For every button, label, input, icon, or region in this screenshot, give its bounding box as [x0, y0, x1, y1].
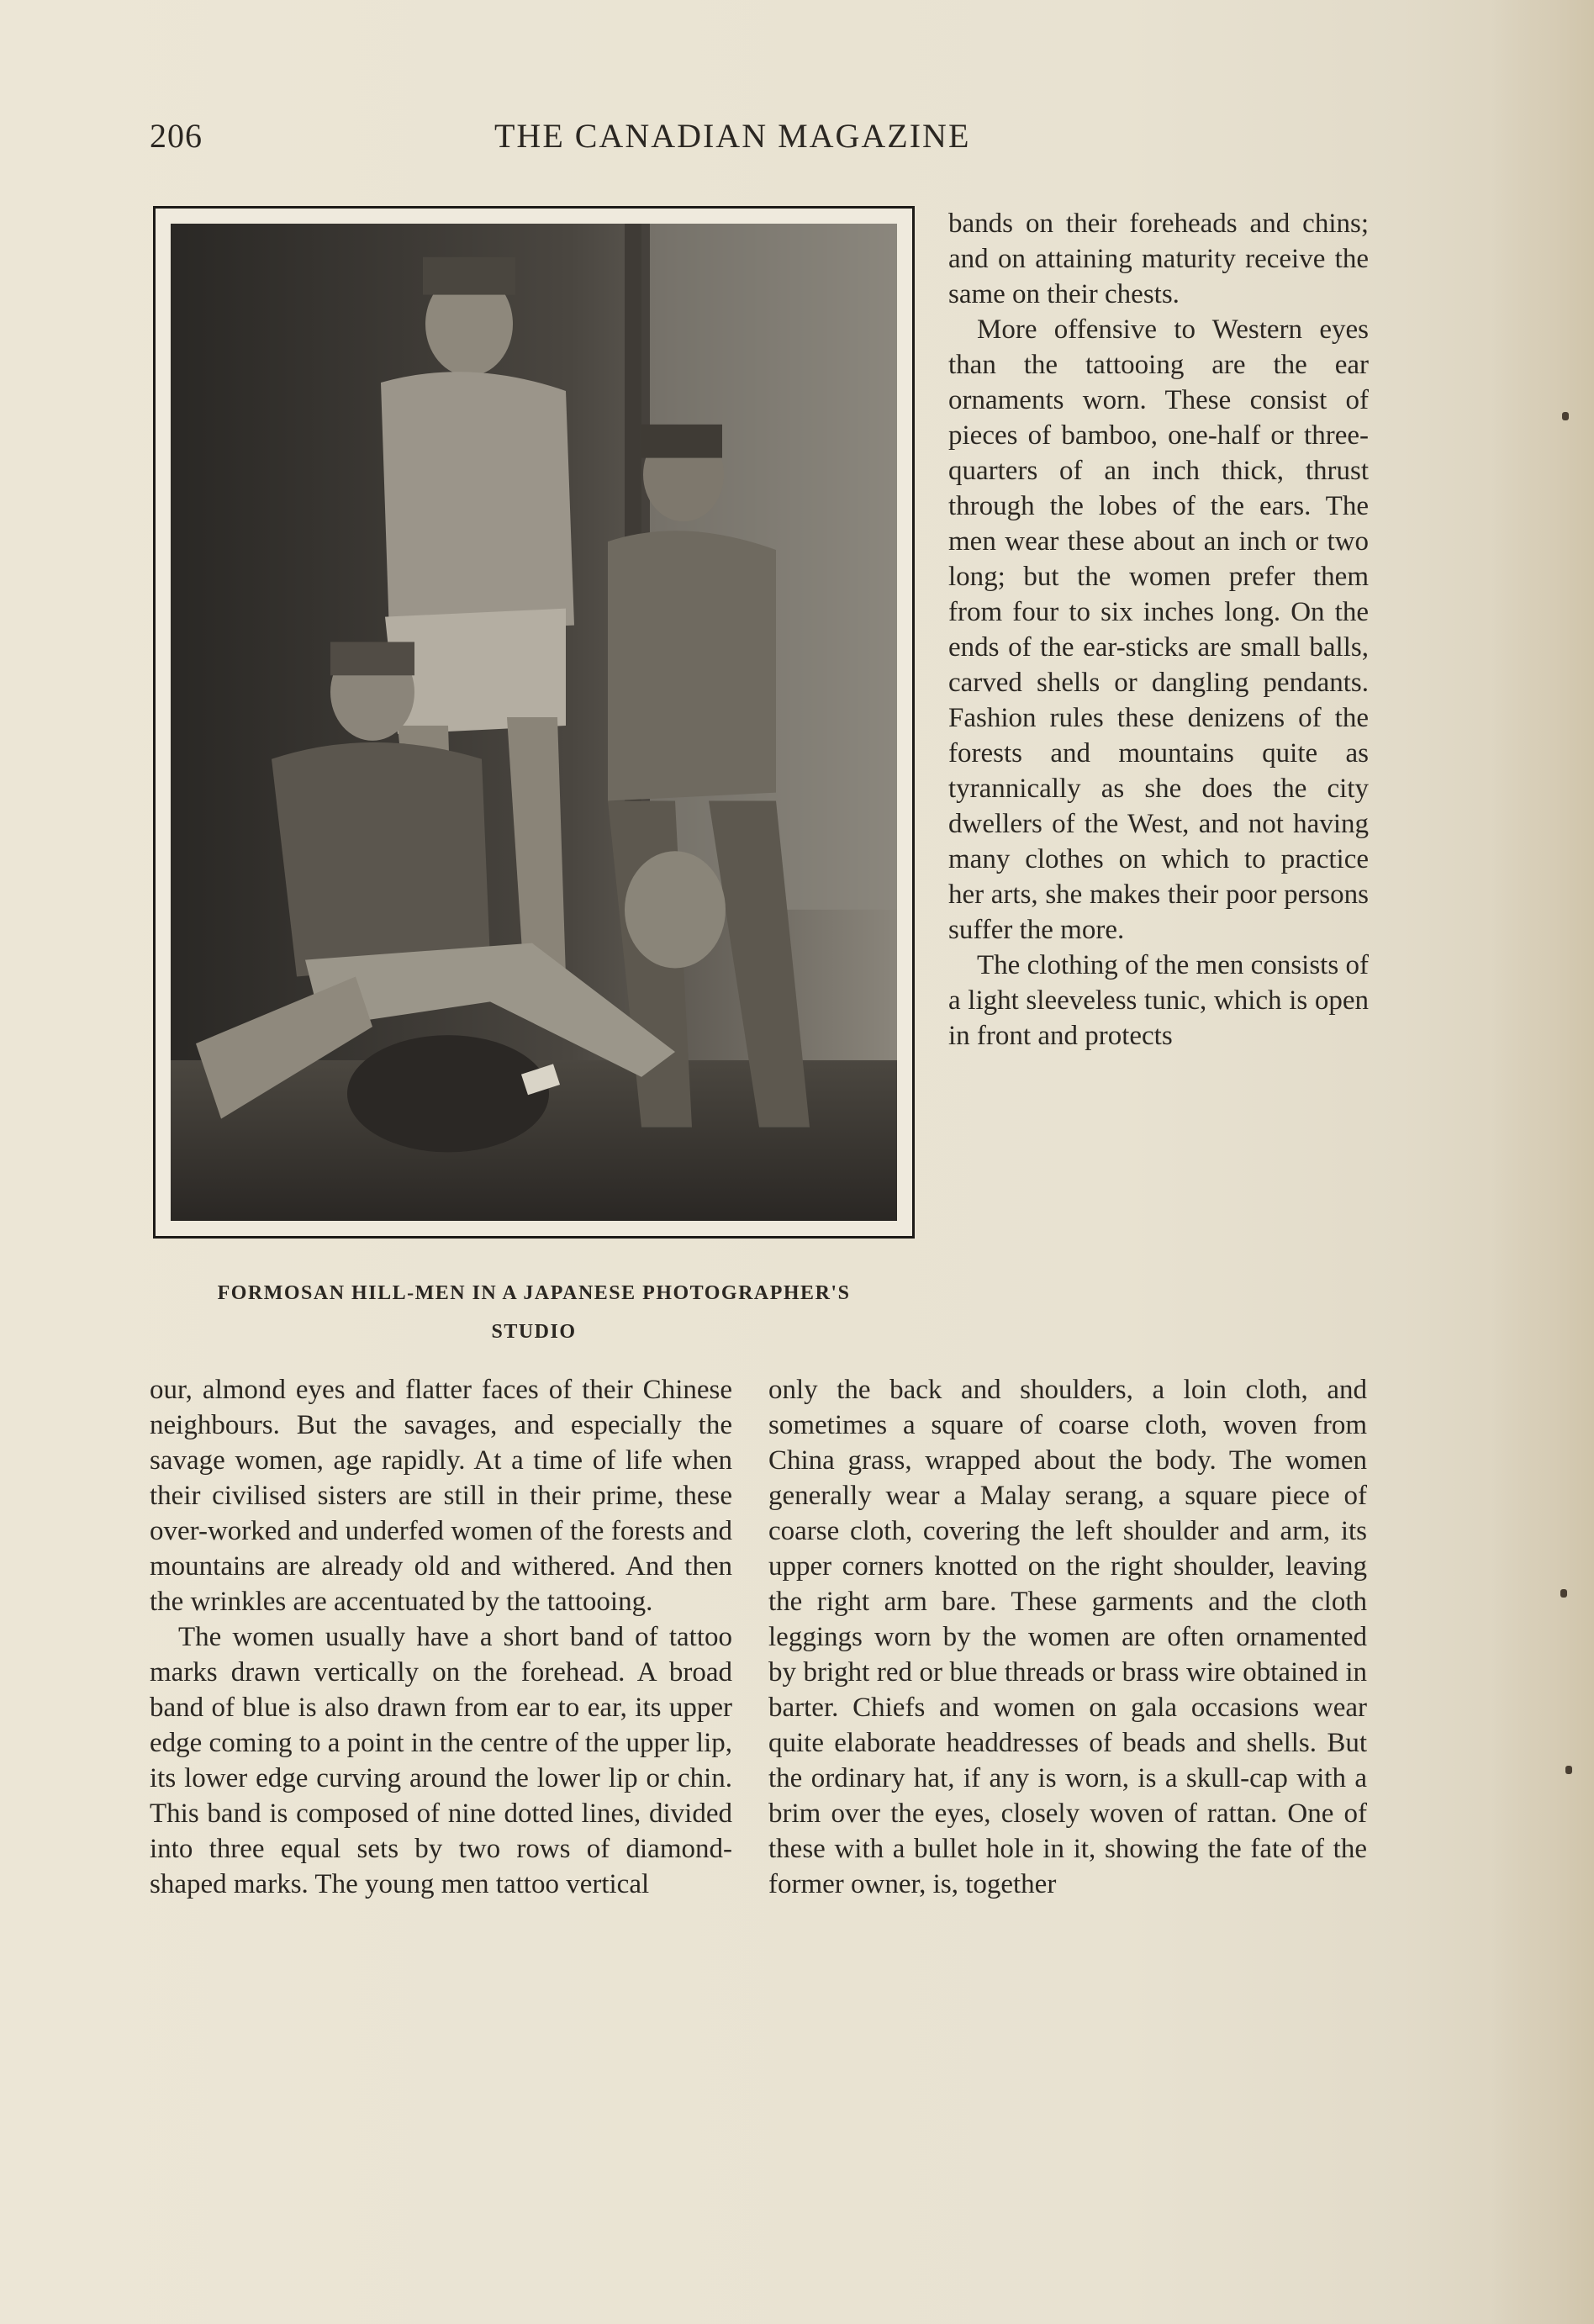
- paper-speck: [1562, 412, 1569, 420]
- caption-line-1: FORMOSAN HILL-MEN IN A JAPANESE PHOTOGRAPHER'S: [217, 1282, 851, 1304]
- column-left-bottom: [150, 1372, 732, 1902]
- paper-speck: [1565, 1766, 1572, 1774]
- running-title: THE CANADIAN MAGAZINE: [494, 117, 971, 155]
- photograph-formosan-hill-men: [171, 224, 897, 1221]
- page-header: [150, 116, 1032, 166]
- page-edge-shadow: [1493, 0, 1594, 2324]
- paragraph: bands on their foreheads and chins; and on attaining maturity receive the same on their chests.: [948, 209, 1369, 309]
- paragraph: The women usually have a short band of tattoo marks drawn vertically on the forehead. A broad band of blue is also drawn from ear to ear, its upper edge coming to a point in the centre of the upper lip, its lower edge curving around the lower lip or chin. This band is composed of nine dotted lines, divided into three equal sets by two rows of diamond-shaped marks. The young men tattoo vertical: [150, 1622, 732, 1899]
- column-right-top: [948, 206, 1369, 1054]
- photograph-frame: [153, 206, 915, 1239]
- figure-caption: [153, 1274, 915, 1351]
- paragraph: our, almond eyes and flatter faces of their Chinese neighbours. But the savages, and especially the savage women, age rapidly. At a time of life when their civilised sisters are still in their prime, these over-worked and underfed women of the forests and mountains are already old and withered. And then the wrinkles are accentuated by the tattooing.: [150, 1375, 732, 1617]
- paper-speck: [1560, 1589, 1567, 1598]
- caption-line-2: STUDIO: [491, 1321, 577, 1343]
- photo-illustration: [171, 224, 897, 1221]
- column-right-bottom: [768, 1372, 1367, 1902]
- paragraph: only the back and shoulders, a loin cloth, and sometimes a square of coarse cloth, woven from China grass, wrapped about the body. The women generally wear a Malay serang, a square piece of coarse cloth, covering the left shoulder and arm, its upper corners knotted on the right shoulder, leaving the right arm bare. These garments and the cloth leggings worn by the women are often ornamented by bright red or blue threads or brass wire obtained in barter. Chiefs and women on gala occasions wear quite elaborate headdresses of beads and shells. But the ordinary hat, if any is worn, is a skull-cap with a brim over the eyes, closely woven of rattan. One of these with a bullet hole in it, showing the fate of the former owner, is, together: [768, 1375, 1367, 1899]
- paragraph: The clothing of the men consists of a light sleeveless tunic, which is open in front and protects: [948, 950, 1369, 1051]
- page-number: 206: [150, 117, 203, 155]
- paragraph: More offensive to Western eyes than the tattooing are the ear ornaments worn. These consist of pieces of bamboo, one-half or three-quarters of an inch thick, thrust through the lobes of the ears. The men wear these about an inch or two long; but the women prefer them from four to six inches long. On the ends of the ear-sticks are small balls, carved shells or dangling pendants. Fashion rules these denizens of the forests and mountains quite as tyrannically as she does the city dwellers of the West, and not having many clothes on which to practice her arts, she makes their poor persons suffer the more.: [948, 314, 1369, 945]
